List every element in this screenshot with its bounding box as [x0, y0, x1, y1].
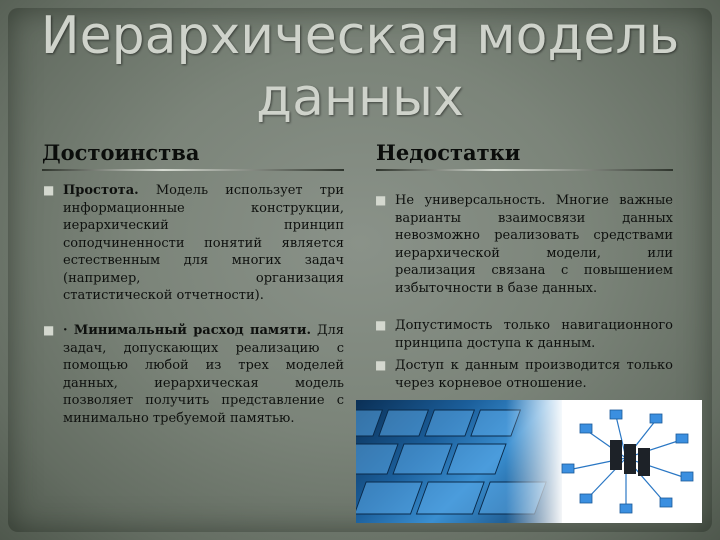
network-diagram-image: [506, 400, 702, 523]
keyboard-network-image: [356, 400, 702, 523]
advantage-item-simplicity: [43, 182, 344, 305]
disadvantage-item-text: Допустимость только навигационного принципа доступа к данным.: [395, 318, 673, 351]
disadvantage-item-text: Не универсальность. Многие важные варианты взаимосвязи данных невозможно реализовать средствами иерархической модели, или реализация связана с повышением избыточности в базе данных.: [395, 193, 673, 296]
square-bullet-icon: ■: [375, 193, 387, 207]
disadvantages-underline: [376, 169, 673, 171]
square-bullet-icon: ■: [375, 358, 387, 372]
advantage-item-text: Модель использует три информационные конструкции, иерархический принцип соподчиненности понятий является естественным для многих задач (например, организация статистической отчетности).: [63, 183, 344, 303]
advantages-heading: Достоинства: [42, 140, 200, 165]
disadvantage-item-root-access: [375, 357, 673, 392]
advantage-item-memory: [43, 322, 344, 427]
advantages-underline: [42, 169, 344, 171]
advantage-item-title: Простота.: [63, 183, 139, 198]
square-bullet-icon: ■: [43, 183, 55, 197]
disadvantage-item-universality: [375, 192, 673, 297]
disadvantage-item-text: Доступ к данным производится только через корневое отношение.: [395, 358, 673, 391]
square-bullet-icon: ■: [375, 318, 387, 332]
advantage-item-title: · Минимальный расход памяти.: [63, 323, 312, 338]
disadvantage-item-navigation: [375, 317, 673, 352]
advantage-item-text: Для задач, допускающих реализацию с помощью любой из трех моделей данных, иерархическая модель позволяет получить представление с минимально требуемой памятью.: [63, 323, 344, 426]
title-line-1: Иерархическая модель: [40, 6, 680, 66]
disadvantages-heading: Недостатки: [376, 140, 521, 165]
title-line-2: данных: [256, 68, 464, 128]
square-bullet-icon: ■: [43, 323, 55, 337]
